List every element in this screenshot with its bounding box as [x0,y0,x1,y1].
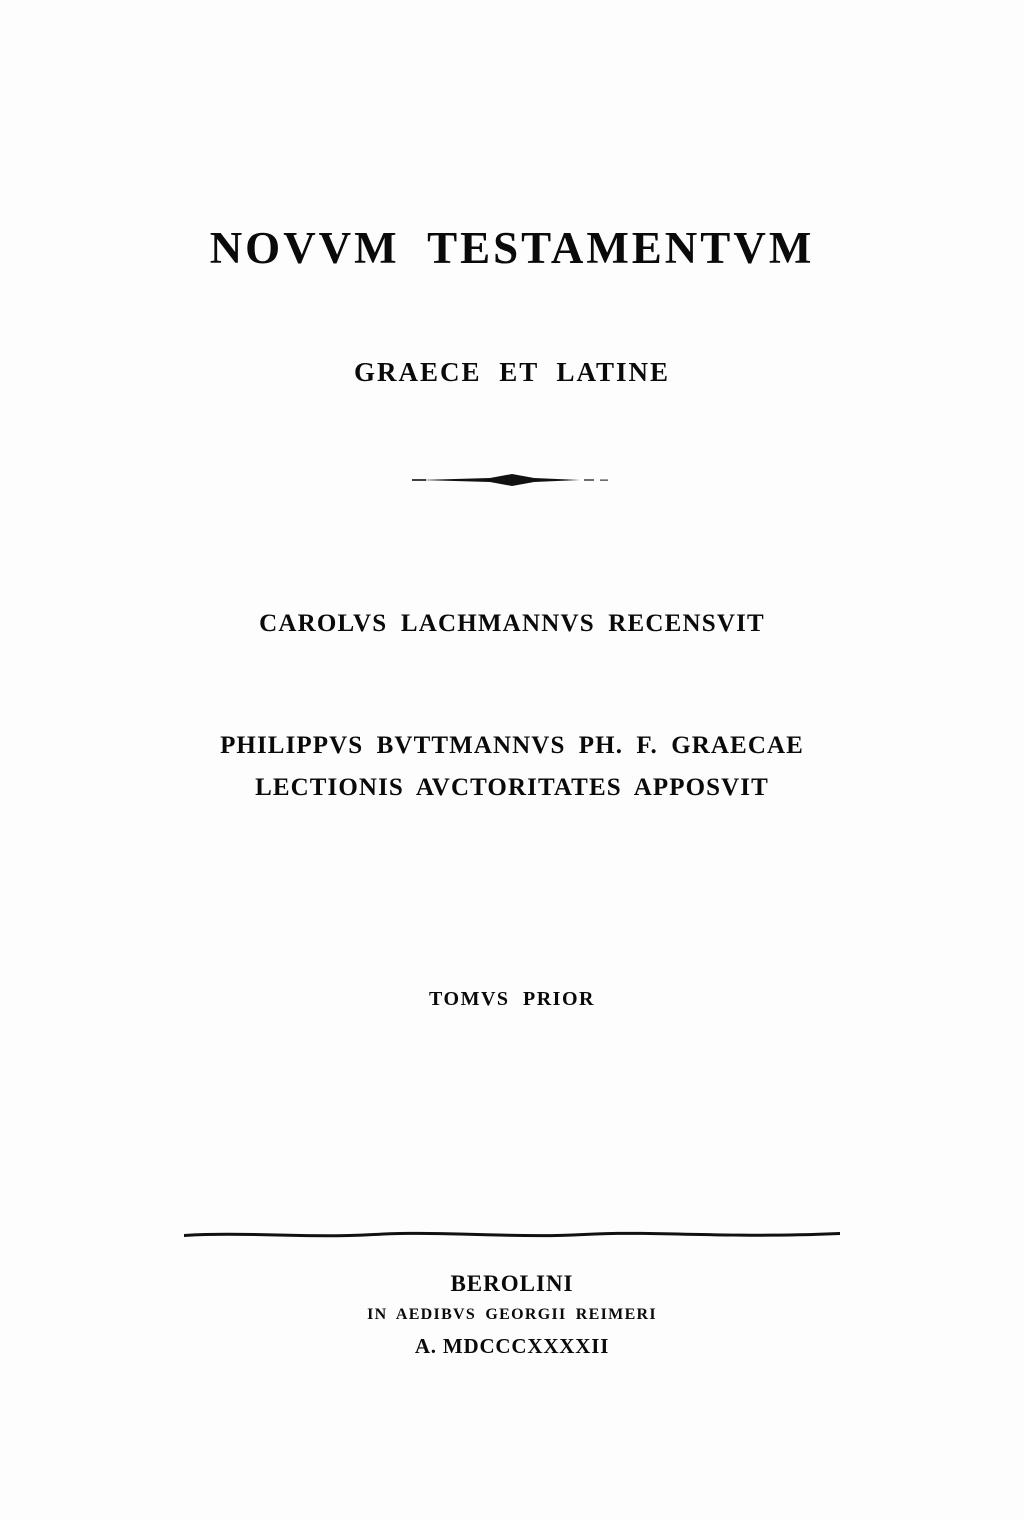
imprint-block [0,1268,1024,1362]
editor-credit: CAROLVS LACHMANNVS RECENSVIT [259,610,765,637]
imprint-publisher: IN AEDIBVS GEORGII REIMERI [367,1306,657,1323]
imprint-year: A. MDCCCXXXXII [414,1334,610,1358]
imprint-city: BEROLINI [450,1271,574,1296]
volume-label: TOMVS PRIOR [429,988,595,1010]
contributor-credit [0,725,1024,809]
contributor-line-1: PHILIPPVS BVTTMANNVS PH. F. GRAECAE [220,732,804,759]
wavy-rule-divider [184,1228,840,1240]
page-title: NOVVM TESTAMENTVM [209,223,815,273]
contributor-line-2: LECTIONIS AVCTORITATES APPOSVIT [255,774,769,801]
diamond-rule-ornament [0,470,1024,496]
page-subtitle: GRAECE ET LATINE [353,357,671,387]
